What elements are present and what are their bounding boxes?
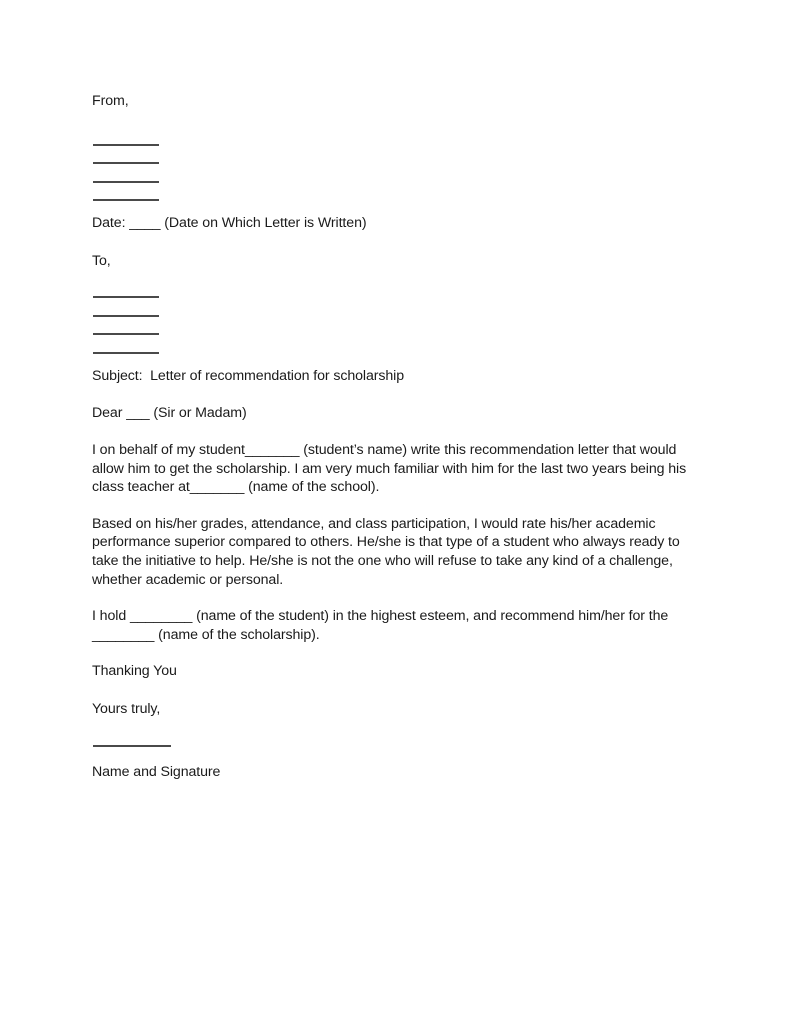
spacer — [92, 681, 702, 700]
sender-address-line-3 — [93, 181, 159, 183]
sender-address-line-1 — [93, 144, 159, 146]
date-line: Date: ____ (Date on Which Letter is Written) — [92, 215, 367, 232]
spacer — [92, 354, 702, 367]
signature-caption: Name and Signature — [92, 763, 221, 780]
spacer — [92, 385, 702, 404]
subject-line: Subject: Letter of recommendation for scholarship — [92, 367, 405, 384]
sender-address-placeholder-lines — [92, 144, 702, 202]
to-label: To, — [92, 252, 111, 269]
sender-address-line-2 — [93, 162, 159, 164]
recipient-address-line-2 — [93, 315, 159, 317]
letter-body — [92, 92, 702, 781]
body-paragraph-1: I on behalf of my student_______ (student’s name) write this recommendation letter that would allow him to get the scholarship. I am very much familiar with him for the last two years being his class teacher at_______ (name of the school). — [92, 441, 690, 496]
recipient-address-placeholder-lines — [92, 296, 702, 354]
recipient-address-line-1 — [93, 296, 159, 298]
spacer — [92, 270, 702, 296]
spacer — [92, 201, 702, 214]
from-label: From, — [92, 93, 129, 109]
closing-thanks: Thanking You — [92, 663, 177, 680]
spacer — [92, 644, 702, 662]
body-paragraph-2: Based on his/her grades, attendance, and class participation, I would rate his/her academic performance superior compared to others. He/she is that type of a student who always ready to take the initiative to help. He/she is not the one who will refuse to take any kind of a challenge, whether academic or personal. — [92, 515, 684, 588]
spacer — [92, 589, 702, 607]
closing-valediction: Yours truly, — [92, 700, 161, 717]
spacer — [92, 111, 702, 144]
body-paragraph-3: I hold ________ (name of the student) in the highest esteem, and recommend him/her for the ________ (name of the scholarship). — [92, 608, 673, 643]
salutation: Dear ___ (Sir or Madam) — [92, 405, 247, 422]
spacer — [92, 233, 702, 252]
recipient-address-line-3 — [93, 333, 159, 335]
spacer — [92, 423, 702, 441]
spacer — [92, 719, 702, 745]
spacer — [92, 747, 702, 763]
spacer — [92, 497, 702, 515]
